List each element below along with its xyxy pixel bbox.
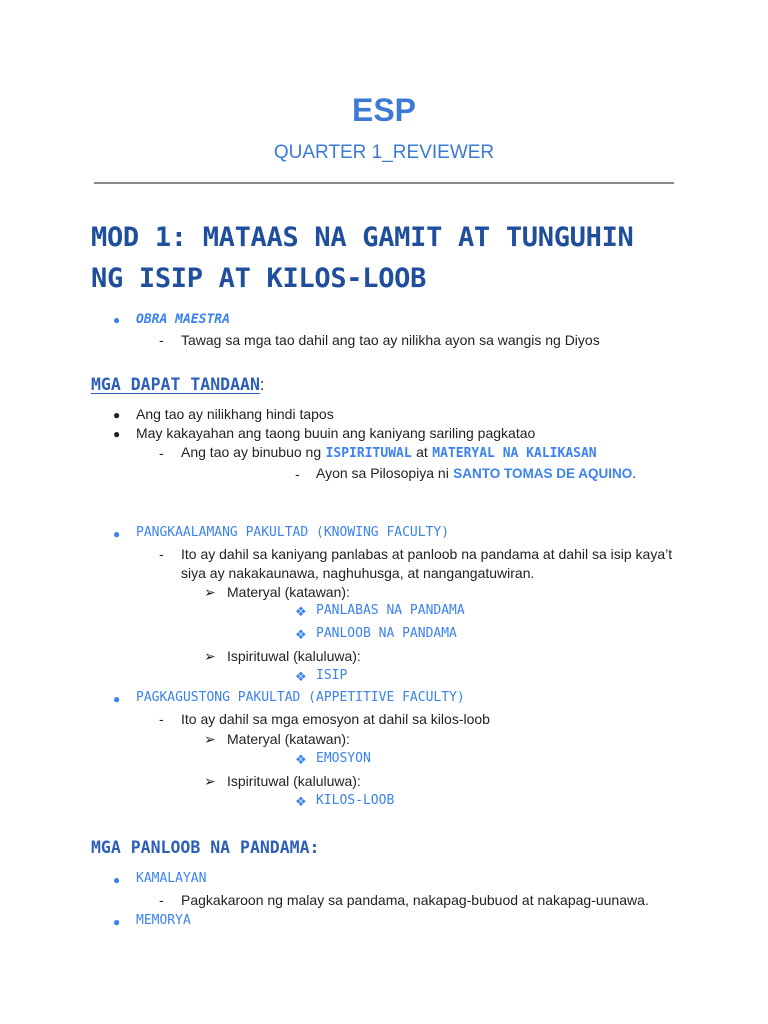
panlabas-na-pandama: PANLABAS NA PANDAMA [316,603,465,618]
bullet-icon: ● [113,915,121,929]
subitem-and: at [416,444,428,460]
diamond-icon: ❖ [295,752,307,767]
kamalayan-term: KAMALAYAN [136,871,207,886]
arrow-icon: ➢ [204,648,216,664]
appetitive-desc: Ito ay dahil sa mga emosyon at dahil sa kilos-loob [181,711,490,727]
bullet-icon: ● [113,692,121,706]
appetitive-ispirituwal-label: Ispirituwal (kaluluwa): [227,773,361,789]
dash-icon: - [159,332,164,348]
subsubitem-prefix: Ayon sa Pilosopiya ni [316,465,449,481]
memorya-term: MEMORYA [136,913,191,928]
knowing-faculty-heading: PANGKAALAMANG PAKULTAD (KNOWING FACULTY) [136,525,450,540]
bullet-icon: ● [113,427,121,441]
diamond-icon: ❖ [295,627,307,642]
tandaan-heading-colon: : [259,376,265,394]
tandaan-item-1: Ang tao ay nilikhang hindi tapos [136,406,334,422]
knowing-ispirituwal-label: Ispirituwal (kaluluwa): [227,648,361,664]
santo-tomas-name: SANTO TOMAS DE AQUINO [453,466,633,481]
kilos-loob-term: KILOS-LOOB [316,793,395,808]
appetitive-faculty-heading: PAGKAGUSTONG PAKULTAD (APPETITIVE FACULTY) [136,690,465,705]
panloob-na-pandama: PANLOOB NA PANDAMA [316,626,457,641]
tandaan-subitem [181,444,597,462]
bullet-icon: ● [113,527,121,541]
knowing-desc-line2: siya ay nakakaunawa, naghuhusga, at nangangatuwiran. [181,565,535,581]
kamalayan-desc: Pagkakaroon ng malay sa pandama, nakapag-bubuod at nakapag-uunawa. [181,892,649,908]
bullet-icon: ● [113,408,121,422]
arrow-icon: ➢ [204,584,216,600]
subitem-prefix: Ang tao ay binubuo ng [181,444,322,460]
tandaan-heading-text: MGA DAPAT TANDAAN [91,375,260,394]
diamond-icon: ❖ [295,794,307,809]
diamond-icon: ❖ [295,604,307,619]
bullet-icon: ● [113,313,121,327]
dash-icon: - [159,546,164,562]
tandaan-item-2: May kakayahan ang taong buuin ang kaniyang sariling pagkatao [136,425,536,441]
dash-icon: - [295,466,300,482]
module-heading-line2: NG ISIP AT KILOS-LOOB [91,263,427,294]
appetitive-materyal-label: Materyal (katawan): [227,731,350,747]
section-heading-panloob: MGA PANLOOB NA PANDAMA: [91,838,320,857]
emosyon-term: EMOSYON [316,751,371,766]
arrow-icon: ➢ [204,773,216,789]
obra-maestra-definition: Tawag sa mga tao dahil ang tao ay nilikha ayon sa wangis ng Diyos [181,332,600,348]
ispirituwal-term: ISPIRITUWAL [325,446,412,461]
section-heading-tandaan [91,375,264,395]
dash-icon: - [159,445,164,461]
bullet-icon: ● [113,873,121,887]
dash-icon: - [159,892,164,908]
diamond-icon: ❖ [295,669,307,684]
module-heading-line1: MOD 1: MATAAS NA GAMIT AT TUNGUHIN [91,222,634,253]
isip-term: ISIP [316,668,348,683]
document-title: ESP [351,92,417,128]
dash-icon: - [159,711,164,727]
knowing-materyal-label: Materyal (katawan): [227,584,350,600]
knowing-desc-line1: Ito ay dahil sa kaniyang panlabas at panloob na pandama at dahil sa isip kaya’t [181,546,673,562]
obra-maestra-term: OBRA MAESTRA [136,312,230,327]
materyal-kalikasan-term: MATERYAL NA KALIKASAN [432,446,597,461]
subsubitem-period: . [632,465,637,481]
tandaan-subsubitem [316,465,636,483]
horizontal-rule [94,182,674,184]
document-subtitle: QUARTER 1_REVIEWER [273,142,495,163]
arrow-icon: ➢ [204,731,216,747]
